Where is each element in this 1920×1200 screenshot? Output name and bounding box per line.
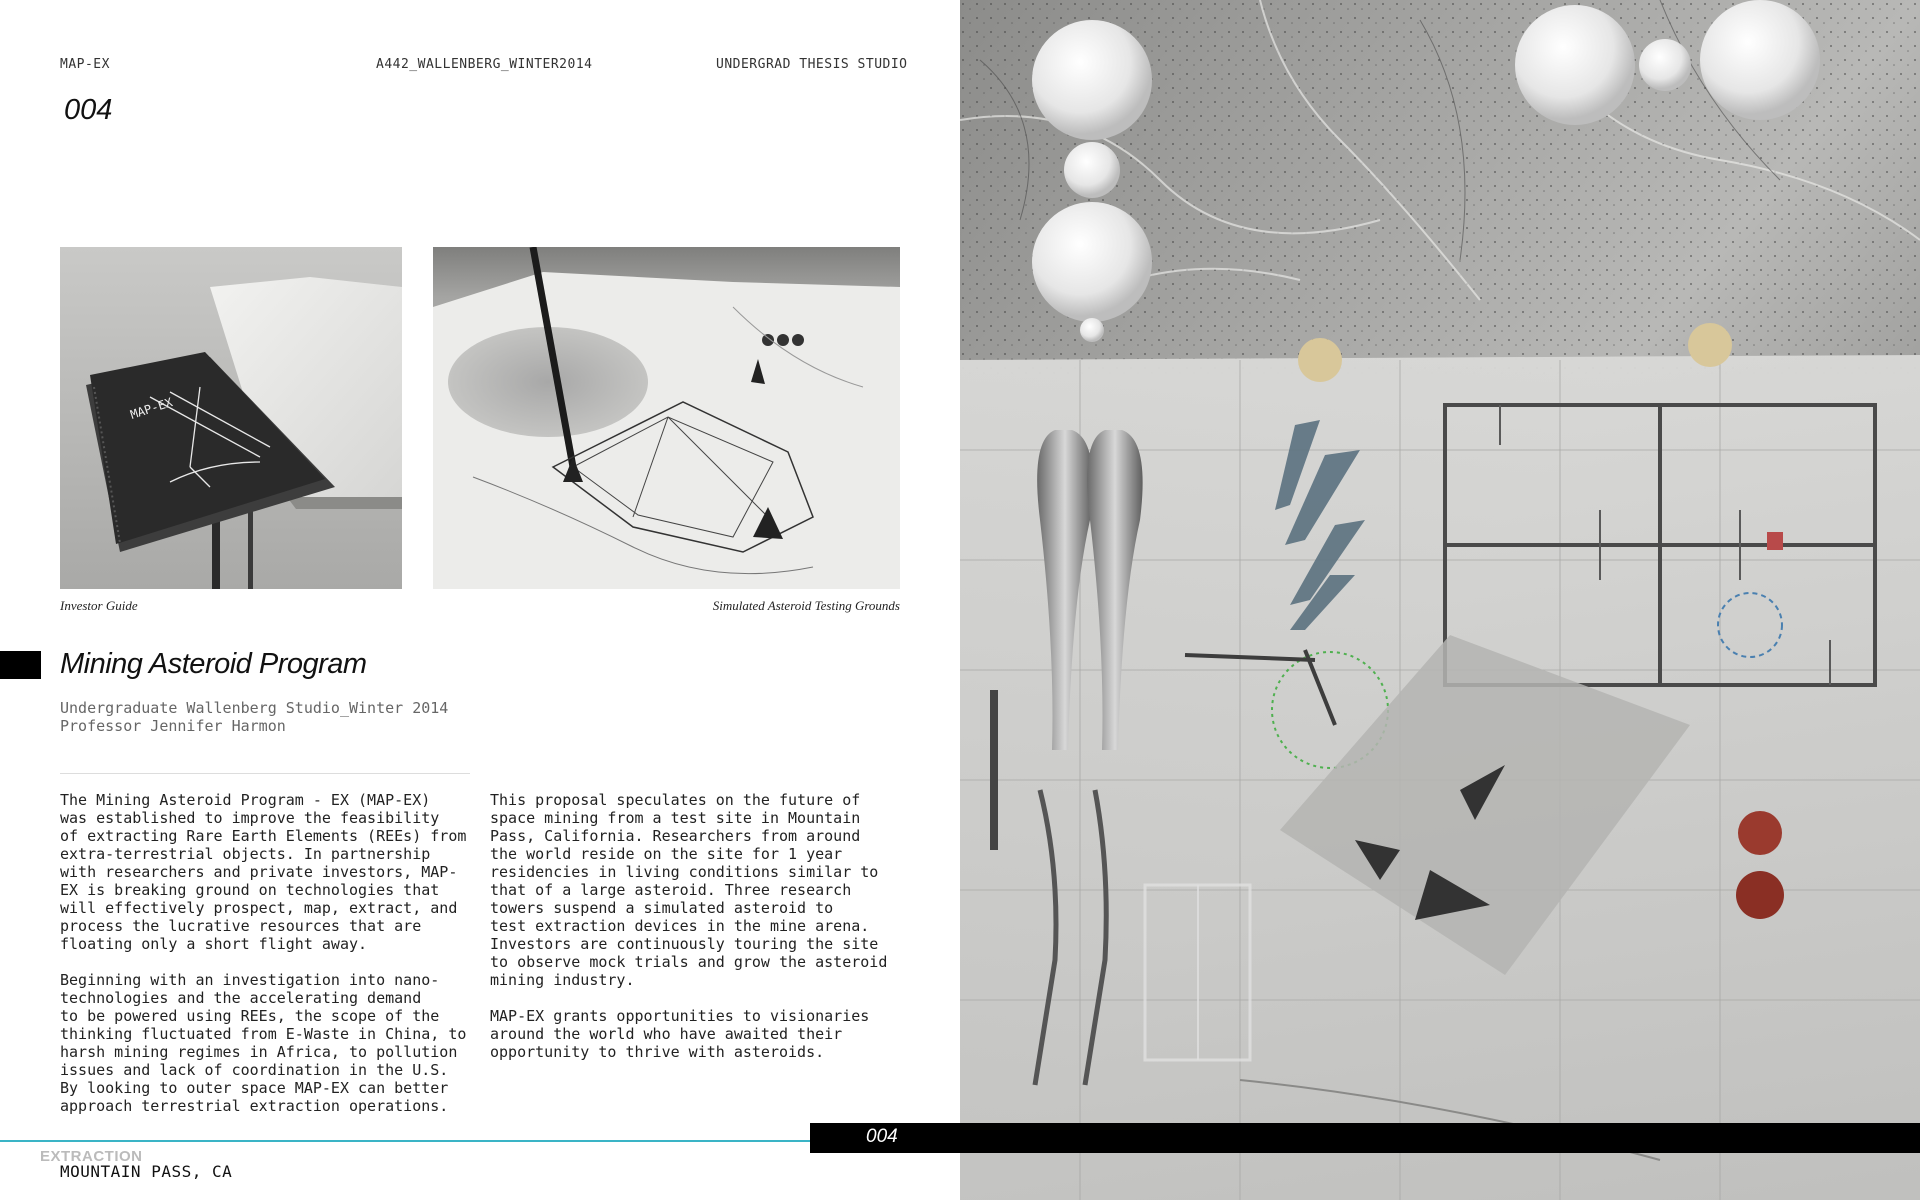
header-course: A442_WALLENBERG_WINTER2014 [376,57,593,72]
body-col2-paragraph2: MAP-EX grants opportunities to visionaries around the world who have awaited their opportunity to thrive with asteroids. [490,1007,870,1061]
body-col1-paragraph2: Beginning with an investigation into nano- technologies and the accelerating demand to be powered using REEs, the scope of the thinking fluctuated from E-Waste in China, to harsh mining regimes in Africa, to pollution issues and lack of coordination in the U.S. By looking to outer space MAP-EX can better approach terrestrial extraction operations. [60,971,467,1115]
footer-location: MOUNTAIN PASS, CA [60,1162,233,1181]
investor-guide-photo [60,247,402,589]
project-title: Mining Asteroid Program [60,648,367,680]
testing-grounds-photo [433,247,900,589]
body-col1-paragraph1: The Mining Asteroid Program - EX (MAP-EX) was established to improve the feasibility of extracting Rare Earth Elements (REEs) from extra-terrestrial objects. In partnership with researchers and private investors, MAP- EX is breaking ground on technologies that will effectively prospect, map, extract, and process the lucrative resources that are floating only a short flight away. [60,791,467,953]
header-studio: UNDERGRAD THESIS STUDIO [716,57,908,72]
footer-accent-line [0,1140,810,1142]
footer-section-label: EXTRACTION [40,1148,143,1165]
footer-bar [810,1123,1920,1153]
divider [60,773,470,774]
subtitle-studio: Undergraduate Wallenberg Studio_Winter 2014 [60,699,449,717]
page-number: 004 [64,94,113,126]
booklet-cover-title: MAP-EX [128,395,175,422]
caption-investor-guide: Investor Guide [60,598,138,613]
caption-testing-grounds: Simulated Asteroid Testing Grounds [712,598,900,613]
footer-page-number: 004 [866,1126,898,1147]
header-project: MAP-EX [60,57,110,72]
site-model-photo [960,0,1920,1200]
subtitle-professor: Professor Jennifer Harmon [60,717,286,735]
section-marker [0,651,41,679]
body-col2-paragraph1: This proposal speculates on the future of space mining from a test site in Mountain Pass, California. Researchers from around the world reside on the site for 1 year residencies in living conditions similar to that of a large asteroid. Three research towers suspend a simulated asteroid to test extraction devices in the mine arena. Investors are continuously touring the site to observe mock trials and grow the asteroid mining industry. [490,791,888,989]
